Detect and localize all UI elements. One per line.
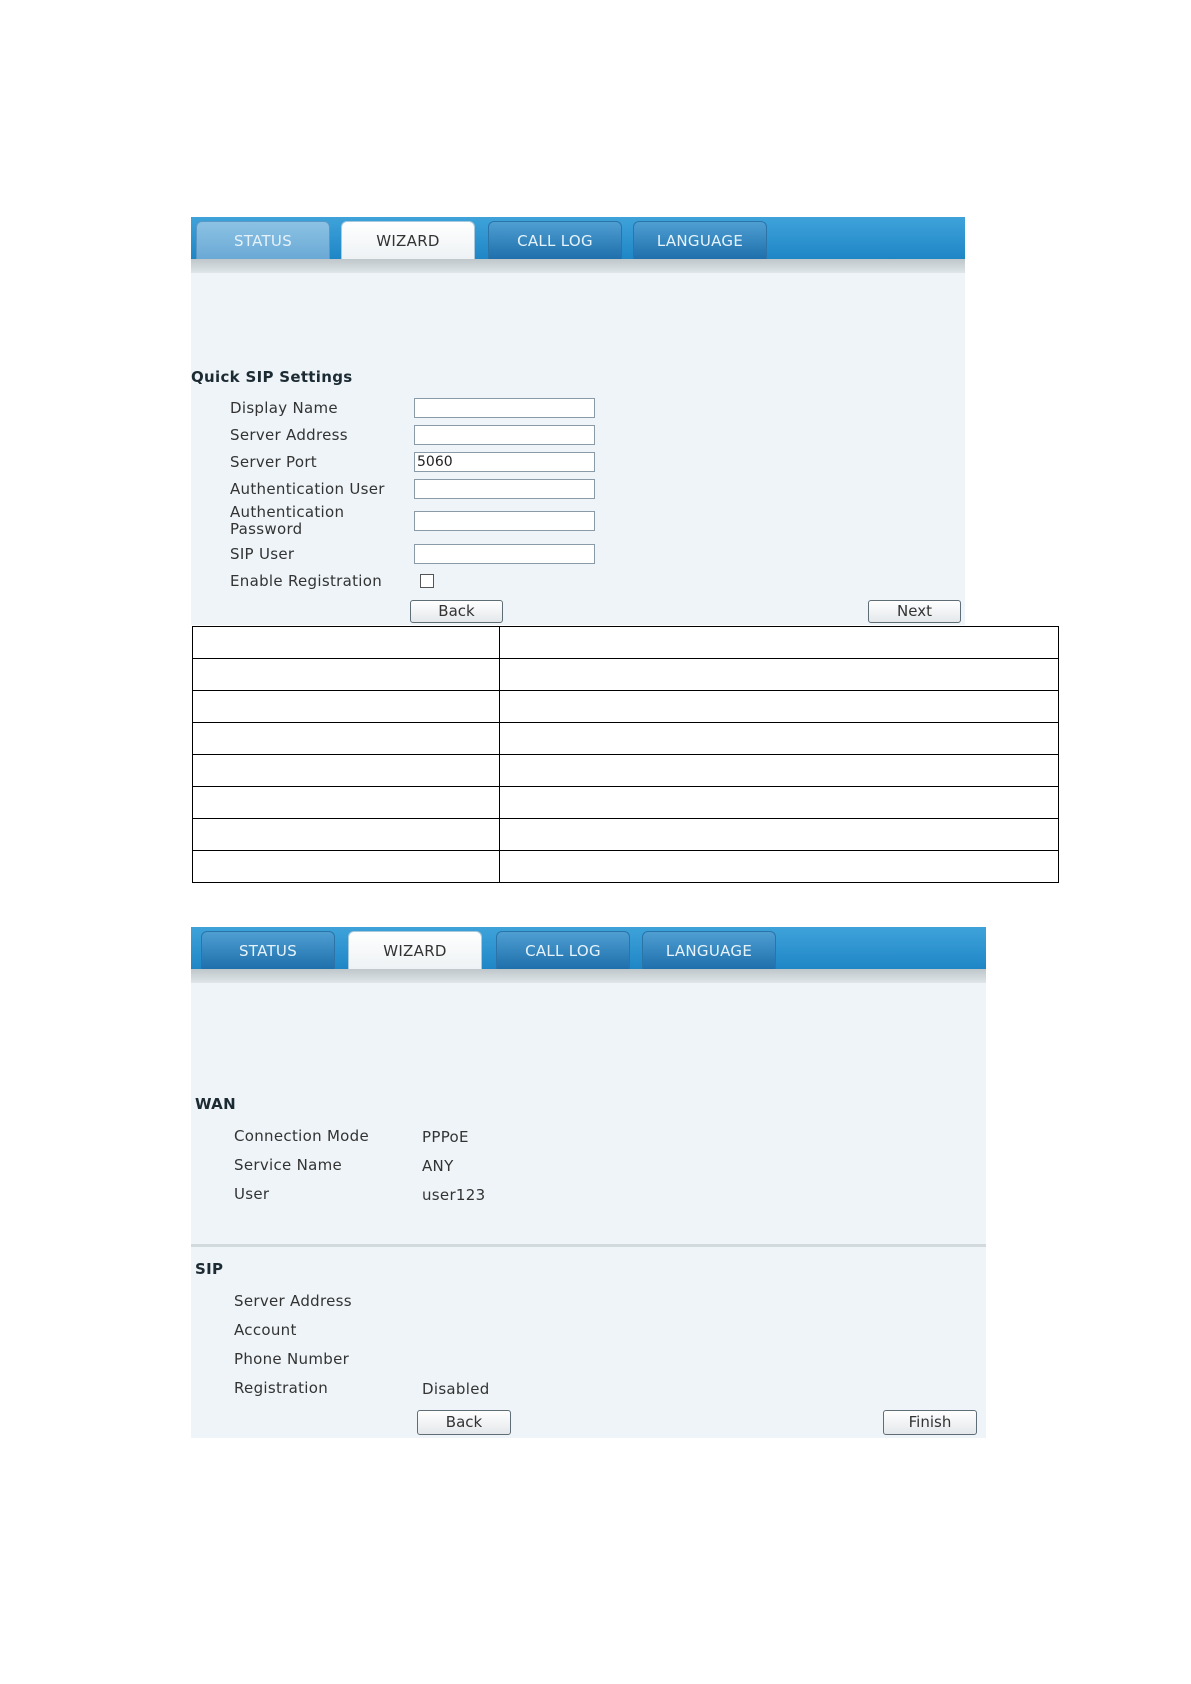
display-name-label: Display Name [230, 399, 338, 417]
server-address-label: Server Address [230, 426, 348, 444]
table-cell [193, 627, 500, 659]
table-cell [193, 851, 500, 883]
account-label: Account [234, 1321, 297, 1339]
table-cell [500, 723, 1059, 755]
table-cell [193, 819, 500, 851]
tab-wizard[interactable]: WIZARD [348, 931, 482, 969]
table-cell [193, 659, 500, 691]
table-row [193, 659, 1059, 691]
back-button[interactable]: Back [417, 1410, 511, 1435]
table-row [193, 851, 1059, 883]
tab-call-log[interactable]: CALL LOG [496, 931, 630, 969]
table-cell [500, 755, 1059, 787]
connection-mode-value: PPPoE [422, 1128, 469, 1146]
table-row [193, 691, 1059, 723]
section-divider [191, 1244, 986, 1247]
display-name-input[interactable] [414, 398, 595, 418]
table-cell [500, 787, 1059, 819]
registration-value: Disabled [422, 1380, 490, 1398]
auth-user-label: Authentication User [230, 480, 385, 498]
tab-bar-shadow [191, 969, 986, 983]
auth-user-input[interactable] [414, 479, 595, 499]
enable-registration-label: Enable Registration [230, 572, 383, 590]
tab-status[interactable]: STATUS [201, 931, 335, 969]
section-title-sip: SIP [195, 1260, 224, 1278]
table-row [193, 755, 1059, 787]
section-title-quick-sip: Quick SIP Settings [191, 368, 353, 386]
table-row [193, 787, 1059, 819]
back-button[interactable]: Back [410, 600, 503, 623]
table-row [193, 819, 1059, 851]
table-row [193, 723, 1059, 755]
sip-server-address-label: Server Address [234, 1292, 352, 1310]
auth-password-label: Authentication Password [230, 503, 345, 538]
server-port-label: Server Port [230, 453, 317, 471]
finish-button[interactable]: Finish [883, 1410, 977, 1435]
phone-number-label: Phone Number [234, 1350, 350, 1368]
tab-call-log[interactable]: CALL LOG [488, 221, 622, 259]
table-cell [500, 659, 1059, 691]
table-row [193, 627, 1059, 659]
user-value: user123 [422, 1186, 486, 1204]
section-title-wan: WAN [195, 1095, 236, 1113]
next-button[interactable]: Next [868, 600, 961, 623]
tab-language[interactable]: LANGUAGE [633, 221, 767, 259]
table-cell [193, 723, 500, 755]
tab-language[interactable]: LANGUAGE [642, 931, 776, 969]
table-cell [193, 691, 500, 723]
auth-password-input[interactable] [414, 511, 595, 531]
server-port-input[interactable] [414, 452, 595, 472]
wizard-screen-summary [191, 927, 986, 1438]
table-cell [193, 787, 500, 819]
wizard-screen-sip-settings [191, 217, 965, 625]
connection-mode-label: Connection Mode [234, 1127, 370, 1145]
tab-wizard[interactable]: WIZARD [341, 221, 475, 259]
sip-user-input[interactable] [414, 544, 595, 564]
table-cell [193, 755, 500, 787]
table-cell [500, 627, 1059, 659]
table-cell [500, 851, 1059, 883]
table-cell [500, 819, 1059, 851]
user-label: User [234, 1185, 270, 1203]
tab-bar-shadow [191, 259, 965, 273]
registration-label: Registration [234, 1379, 329, 1397]
enable-registration-checkbox[interactable] [420, 574, 434, 588]
table-cell [500, 691, 1059, 723]
blank-table [192, 626, 1059, 883]
service-name-value: ANY [422, 1157, 454, 1175]
server-address-input[interactable] [414, 425, 595, 445]
service-name-label: Service Name [234, 1156, 343, 1174]
tab-status[interactable]: STATUS [196, 221, 330, 259]
sip-user-label: SIP User [230, 545, 295, 563]
